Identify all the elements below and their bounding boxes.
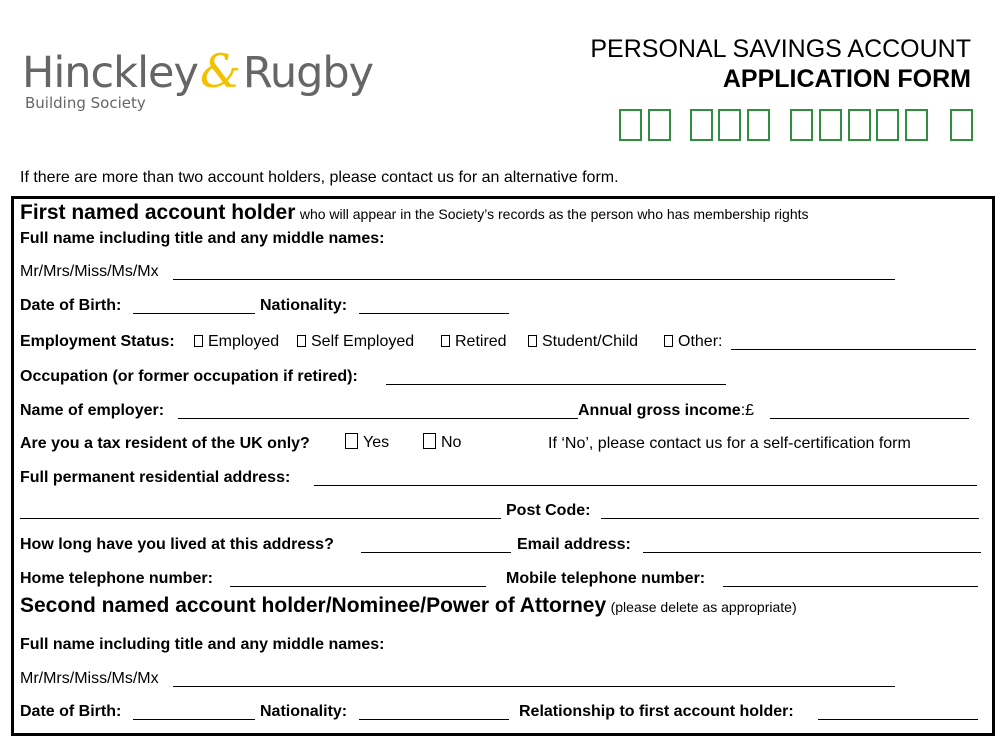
second-nationality-field[interactable] [359, 719, 509, 720]
option-label: No [441, 434, 462, 451]
option-label: Self Employed [311, 333, 415, 350]
brand-ampersand: & [199, 44, 241, 98]
mobile-field[interactable] [723, 586, 978, 587]
checkbox[interactable] [423, 433, 436, 449]
email-field[interactable] [643, 552, 981, 553]
second-holder-note: (please delete as appropriate) [610, 599, 797, 615]
ref-box[interactable] [790, 109, 813, 141]
option-label: Employed [208, 333, 280, 350]
employment-option-employed[interactable] [194, 333, 279, 351]
second-title-options: Mr/Mrs/Miss/Ms/Mx [20, 670, 159, 687]
occupation-label: Occupation (or former occupation if retired): [20, 368, 358, 385]
employment-status-label: Employment Status: [20, 333, 175, 350]
tax-resident-label: Are you a tax resident of the UK only? [20, 435, 310, 452]
first-holder-note: who will appear in the Society’s records as the person who has membership rights [299, 206, 809, 222]
occupation-field[interactable] [386, 384, 726, 385]
employment-option-self-employed[interactable] [297, 333, 414, 351]
employer-label: Name of employer: [20, 402, 165, 419]
ref-box[interactable] [718, 109, 741, 141]
ref-box[interactable] [747, 109, 770, 141]
address-label: Full permanent residential address: [20, 469, 291, 486]
address-field-1[interactable] [314, 485, 977, 486]
ref-box[interactable] [690, 109, 713, 141]
home-tel-field[interactable] [230, 586, 486, 587]
first-holder-heading [20, 201, 809, 225]
ref-box[interactable] [905, 109, 928, 141]
option-label: Yes [363, 434, 390, 451]
home-tel-label: Home telephone number: [20, 570, 213, 587]
brand-name-left: Hinckley [22, 48, 198, 98]
postcode-field[interactable] [601, 518, 979, 519]
income-label-text: Annual gross income [578, 402, 741, 419]
income-currency: :£ [740, 402, 755, 419]
checkbox[interactable] [441, 335, 450, 347]
nationality-field[interactable] [359, 313, 509, 314]
checkbox[interactable] [297, 335, 306, 347]
tax-yes-option[interactable] [345, 433, 389, 452]
ref-box[interactable] [876, 109, 899, 141]
form-title-line2: APPLICATION FORM [722, 65, 971, 93]
second-holder-title: Second named account holder/Nominee/Power of Attorney [20, 594, 607, 617]
dob-field[interactable] [133, 313, 255, 314]
income-field[interactable] [770, 418, 969, 419]
full-name-field[interactable] [173, 279, 895, 280]
tax-no-option[interactable] [423, 433, 461, 452]
tax-note: If ‘No’, please contact us for a self-certification form [548, 435, 911, 452]
how-long-label: How long have you lived at this address? [20, 536, 334, 553]
checkbox[interactable] [194, 335, 203, 347]
address-field-2[interactable] [20, 518, 501, 519]
second-nationality-label: Nationality: [260, 703, 348, 720]
checkbox[interactable] [664, 335, 673, 347]
ref-box[interactable] [648, 109, 671, 141]
option-label: Student/Child [542, 333, 639, 350]
brand-name-right: Rugby [242, 48, 374, 98]
second-full-name-label: Full name including title and any middle names: [20, 636, 385, 653]
brand-subtitle: Building Society [25, 94, 146, 112]
employment-option-student[interactable] [528, 333, 638, 351]
second-dob-field[interactable] [133, 719, 255, 720]
ref-box[interactable] [950, 109, 973, 141]
mobile-label: Mobile telephone number: [506, 570, 706, 587]
ref-box[interactable] [848, 109, 871, 141]
second-dob-label: Date of Birth: [20, 703, 122, 720]
ref-box[interactable] [619, 109, 642, 141]
intro-note: If there are more than two account holders, please contact us for an alternative form. [20, 169, 619, 186]
form-title-line1: PERSONAL SAVINGS ACCOUNT [590, 35, 971, 63]
email-label: Email address: [517, 536, 631, 553]
title-options: Mr/Mrs/Miss/Ms/Mx [20, 263, 159, 280]
income-label [578, 402, 754, 420]
brand-logo [22, 44, 373, 98]
employment-other-field[interactable] [731, 349, 976, 350]
checkbox[interactable] [528, 335, 537, 347]
relationship-label: Relationship to first account holder: [519, 703, 794, 720]
nationality-label: Nationality: [260, 297, 348, 314]
relationship-field[interactable] [818, 719, 978, 720]
postcode-label: Post Code: [506, 502, 591, 519]
dob-label: Date of Birth: [20, 297, 122, 314]
second-holder-heading [20, 594, 797, 618]
second-full-name-field[interactable] [173, 686, 895, 687]
option-label: Other: [678, 333, 723, 350]
employment-option-retired[interactable] [441, 333, 507, 351]
checkbox[interactable] [345, 433, 358, 449]
employment-option-other[interactable] [664, 333, 722, 351]
employer-field[interactable] [178, 418, 578, 419]
first-holder-title: First named account holder [20, 201, 296, 224]
full-name-label: Full name including title and any middle names: [20, 230, 385, 247]
option-label: Retired [455, 333, 507, 350]
ref-box[interactable] [819, 109, 842, 141]
how-long-field[interactable] [361, 552, 511, 553]
